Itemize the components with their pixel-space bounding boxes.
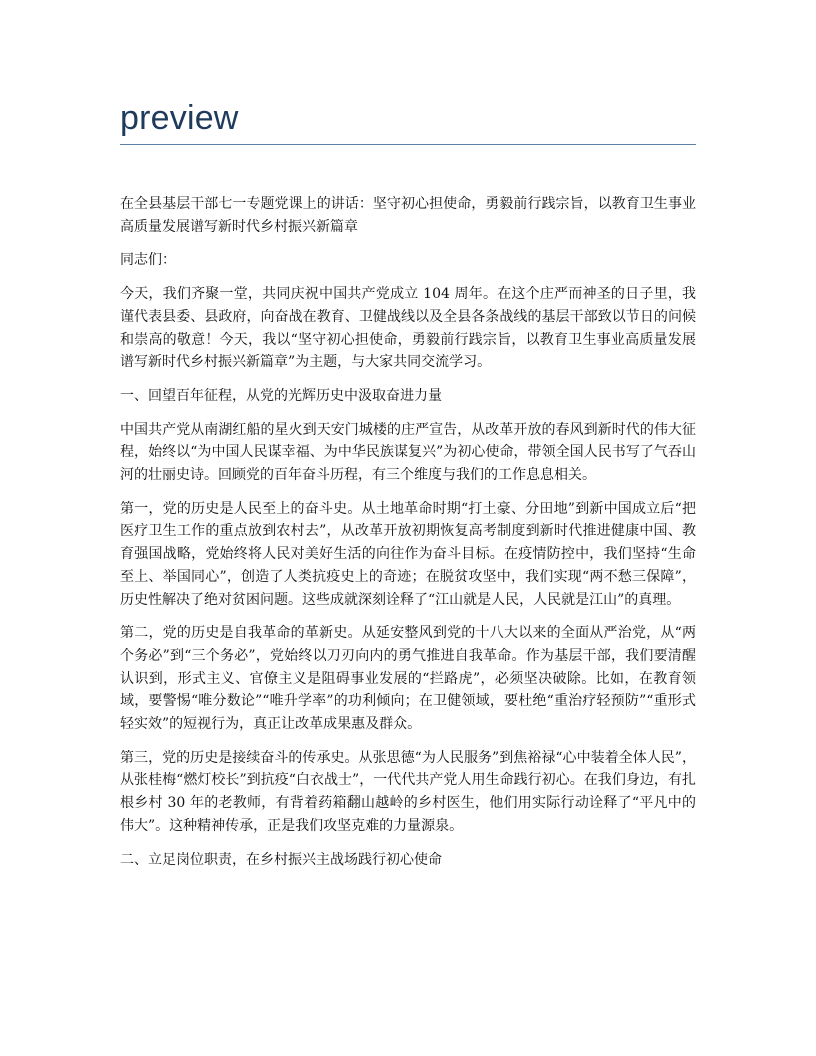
body-paragraph: 第二，党的历史是自我革命的革新史。从延安整风到党的十八大以来的全面从严治党，从“两个务必”到“三个务必”，党始终以刀刃向内的勇气推进自我革命。作为基层干部，我们要清醒认识到，形式主义、官僚主义是阻碍事业发展的“拦路虎”，必须坚决破除。比如，在教育领域，要警惕“唯分数论”“唯升学率”的功利倾向；在卫健领域，要杜绝“重治疗轻预防”“重形式轻实效”的短视行为，真正让改革成果惠及群众。 <box>120 625 696 733</box>
speech-heading: 在全县基层干部七一专题党课上的讲话：坚守初心担使命，勇毅前行践宗旨，以教育卫生事业高质量发展谱写新时代乡村振兴新篇章 <box>120 196 696 235</box>
document-body <box>120 193 696 871</box>
title-divider <box>120 144 696 145</box>
document-page <box>120 0 696 882</box>
salutation: 同志们： <box>120 252 176 269</box>
opening-paragraph: 今天，我们齐聚一堂，共同庆祝中国共产党成立 104 周年。在这个庄严而神圣的日子里，我谨代表县委、县政府，向奋战在教育、卫健战线以及全县各条战线的基层干部致以节日的问候和崇高的敬意！今天，我以“坚守初心担使命，勇毅前行践宗旨，以教育卫生事业高质量发展谱写新时代乡村振兴新篇章”为主题，与大家共同交流学习。 <box>120 286 696 371</box>
section-heading-1: 一、回望百年征程，从党的光辉历史中汲取奋进力量 <box>120 387 442 404</box>
body-paragraph: 第三，党的历史是接续奋斗的传承史。从张思德“为人民服务”到焦裕禄“心中装着全体人民”，从张桂梅“燃灯校长”到抗疫“白衣战士”，一代代共产党人用生命践行初心。在我们身边，有扎根乡村 30 年的老教师，有背着药箱翻山越岭的乡村医生，他们用实际行动诠释了“平凡中的伟大”。这种精神传承，正是我们攻坚克难的力量源泉。 <box>120 749 696 834</box>
document-title: preview <box>120 99 239 137</box>
body-paragraph: 第一，党的历史是人民至上的奋斗史。从土地革命时期“打土豪、分田地”到新中国成立后“把医疗卫生工作的重点放到农村去”，从改革开放初期恢复高考制度到新时代推进健康中国、教育强国战略，党始终将人民对美好生活的向往作为奋斗目标。在疫情防控中，我们坚持“生命至上、举国同心”，创造了人类抗疫史上的奇迹；在脱贫攻坚中，我们实现“两不愁三保障”，历史性解决了绝对贫困问题。这些成就深刻诠释了“江山就是人民，人民就是江山”的真理。 <box>120 500 696 608</box>
body-paragraph: 中国共产党从南湖红船的星火到天安门城楼的庄严宣告，从改革开放的春风到新时代的伟大征程，始终以“为中国人民谋幸福、为中华民族谋复兴”为初心使命，带领全国人民书写了气吞山河的壮丽史诗。回顾党的百年奋斗历程，有三个维度与我们的工作息息相关。 <box>120 421 696 484</box>
section-heading-2: 二、立足岗位职责，在乡村振兴主战场践行初心使命 <box>120 851 442 868</box>
